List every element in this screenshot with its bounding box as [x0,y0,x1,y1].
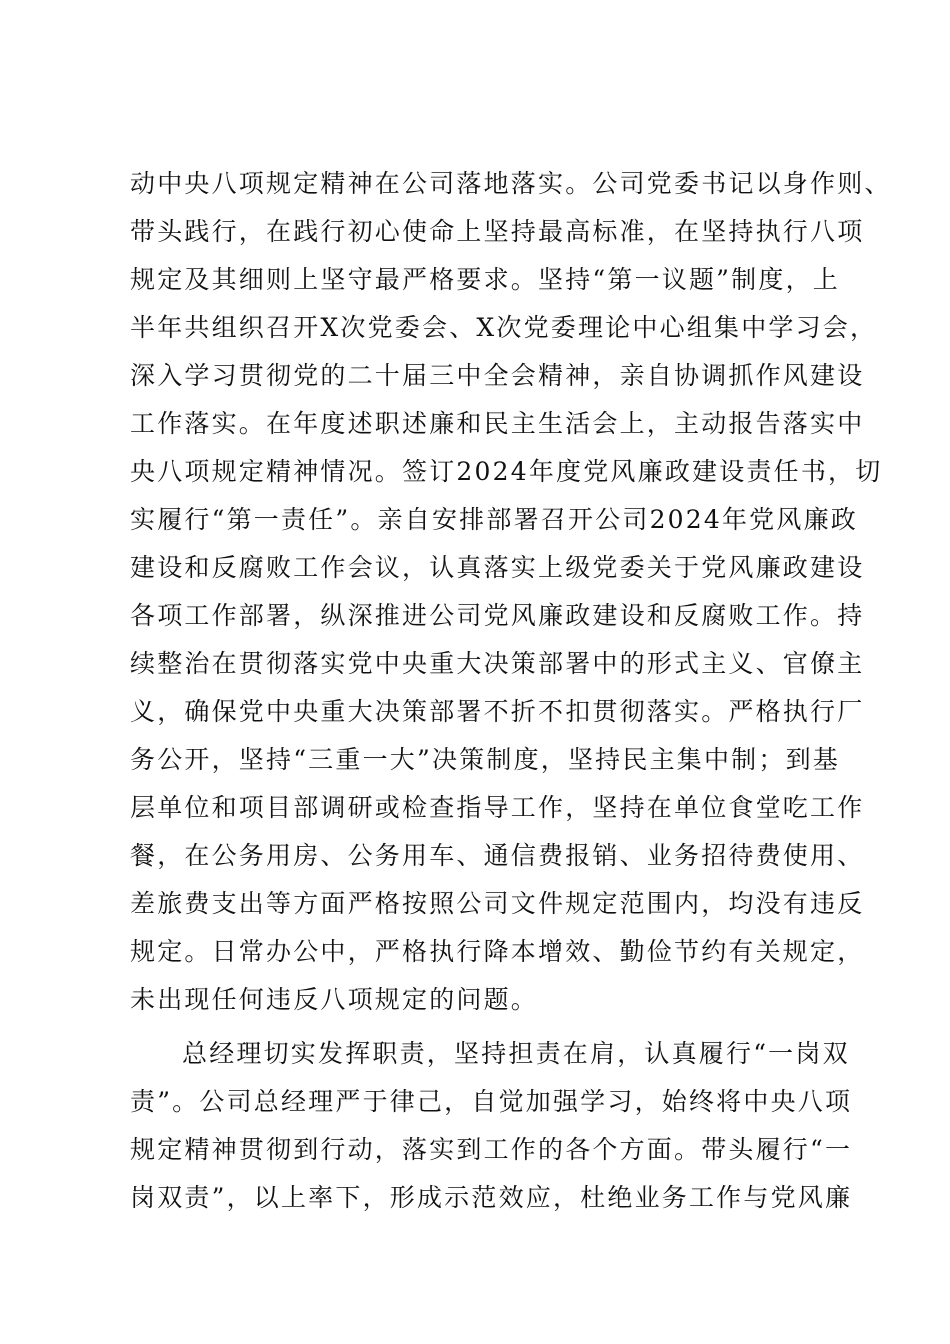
text-line: 深入学习贯彻党的二十届三中全会精神，亲自协调抓作风建设 [130,361,865,390]
text-line: 责”。公司总经理严于律己，自觉加强学习，始终将中央八项 [130,1087,853,1116]
text-line: 续整治在贯彻落实党中央重大决策部署中的形式主义、官僚主 [130,649,865,678]
text-line: 差旅费支出等方面严格按照公司文件规定范围内，均没有违反 [130,889,865,918]
text-line: 规定及其细则上坚守最严格要求。坚持“第一议题”制度，上 [130,265,840,294]
document-body [130,160,892,1222]
text-line: 各项工作部署，纵深推进公司党风廉政建设和反腐败工作。持 [130,601,865,630]
paragraph-1 [130,160,892,1024]
text-line: 岗双责”，以上率下，形成示范效应，杜绝业务工作与党风廉 [130,1183,853,1212]
text-line: 规定。日常办公中，严格执行降本增效、勤俭节约有关规定， [130,937,865,966]
text-line: 央八项规定精神情况。签订2024年度党风廉政建设责任书，切 [130,457,883,486]
text-line: 义，确保党中央重大决策部署不折不扣贯彻落实。严格执行厂 [130,697,865,726]
text-line: 总经理切实发挥职责，坚持担责在肩，认真履行“一岗双 [182,1039,850,1068]
text-line: 务公开，坚持“三重一大”决策制度，坚持民主集中制；到基 [130,745,840,774]
paragraph-2 [130,1030,853,1222]
text-line: 带头践行，在践行初心使命上坚持最高标准，在坚持执行八项 [130,217,865,246]
text-line: 动中央八项规定精神在公司落地落实。公司党委书记以身作则、 [130,169,892,198]
text-line: 未出现任何违反八项规定的问题。 [130,985,539,1014]
text-line: 规定精神贯彻到行动，落实到工作的各个方面。带头履行“一 [130,1135,853,1164]
text-line: 半年共组织召开X次党委会、X次党委理论中心组集中学习会， [130,313,878,342]
text-line: 建设和反腐败工作会议，认真落实上级党委关于党风廉政建设 [130,553,865,582]
text-line: 餐，在公务用房、公务用车、通信费报销、业务招待费使用、 [130,841,865,870]
text-line: 层单位和项目部调研或检查指导工作，坚持在单位食堂吃工作 [130,793,865,822]
text-line: 工作落实。在年度述职述廉和民主生活会上，主动报告落实中 [130,409,865,438]
text-line: 实履行“第一责任”。亲自安排部署召开公司2024年党风廉政 [130,505,858,534]
